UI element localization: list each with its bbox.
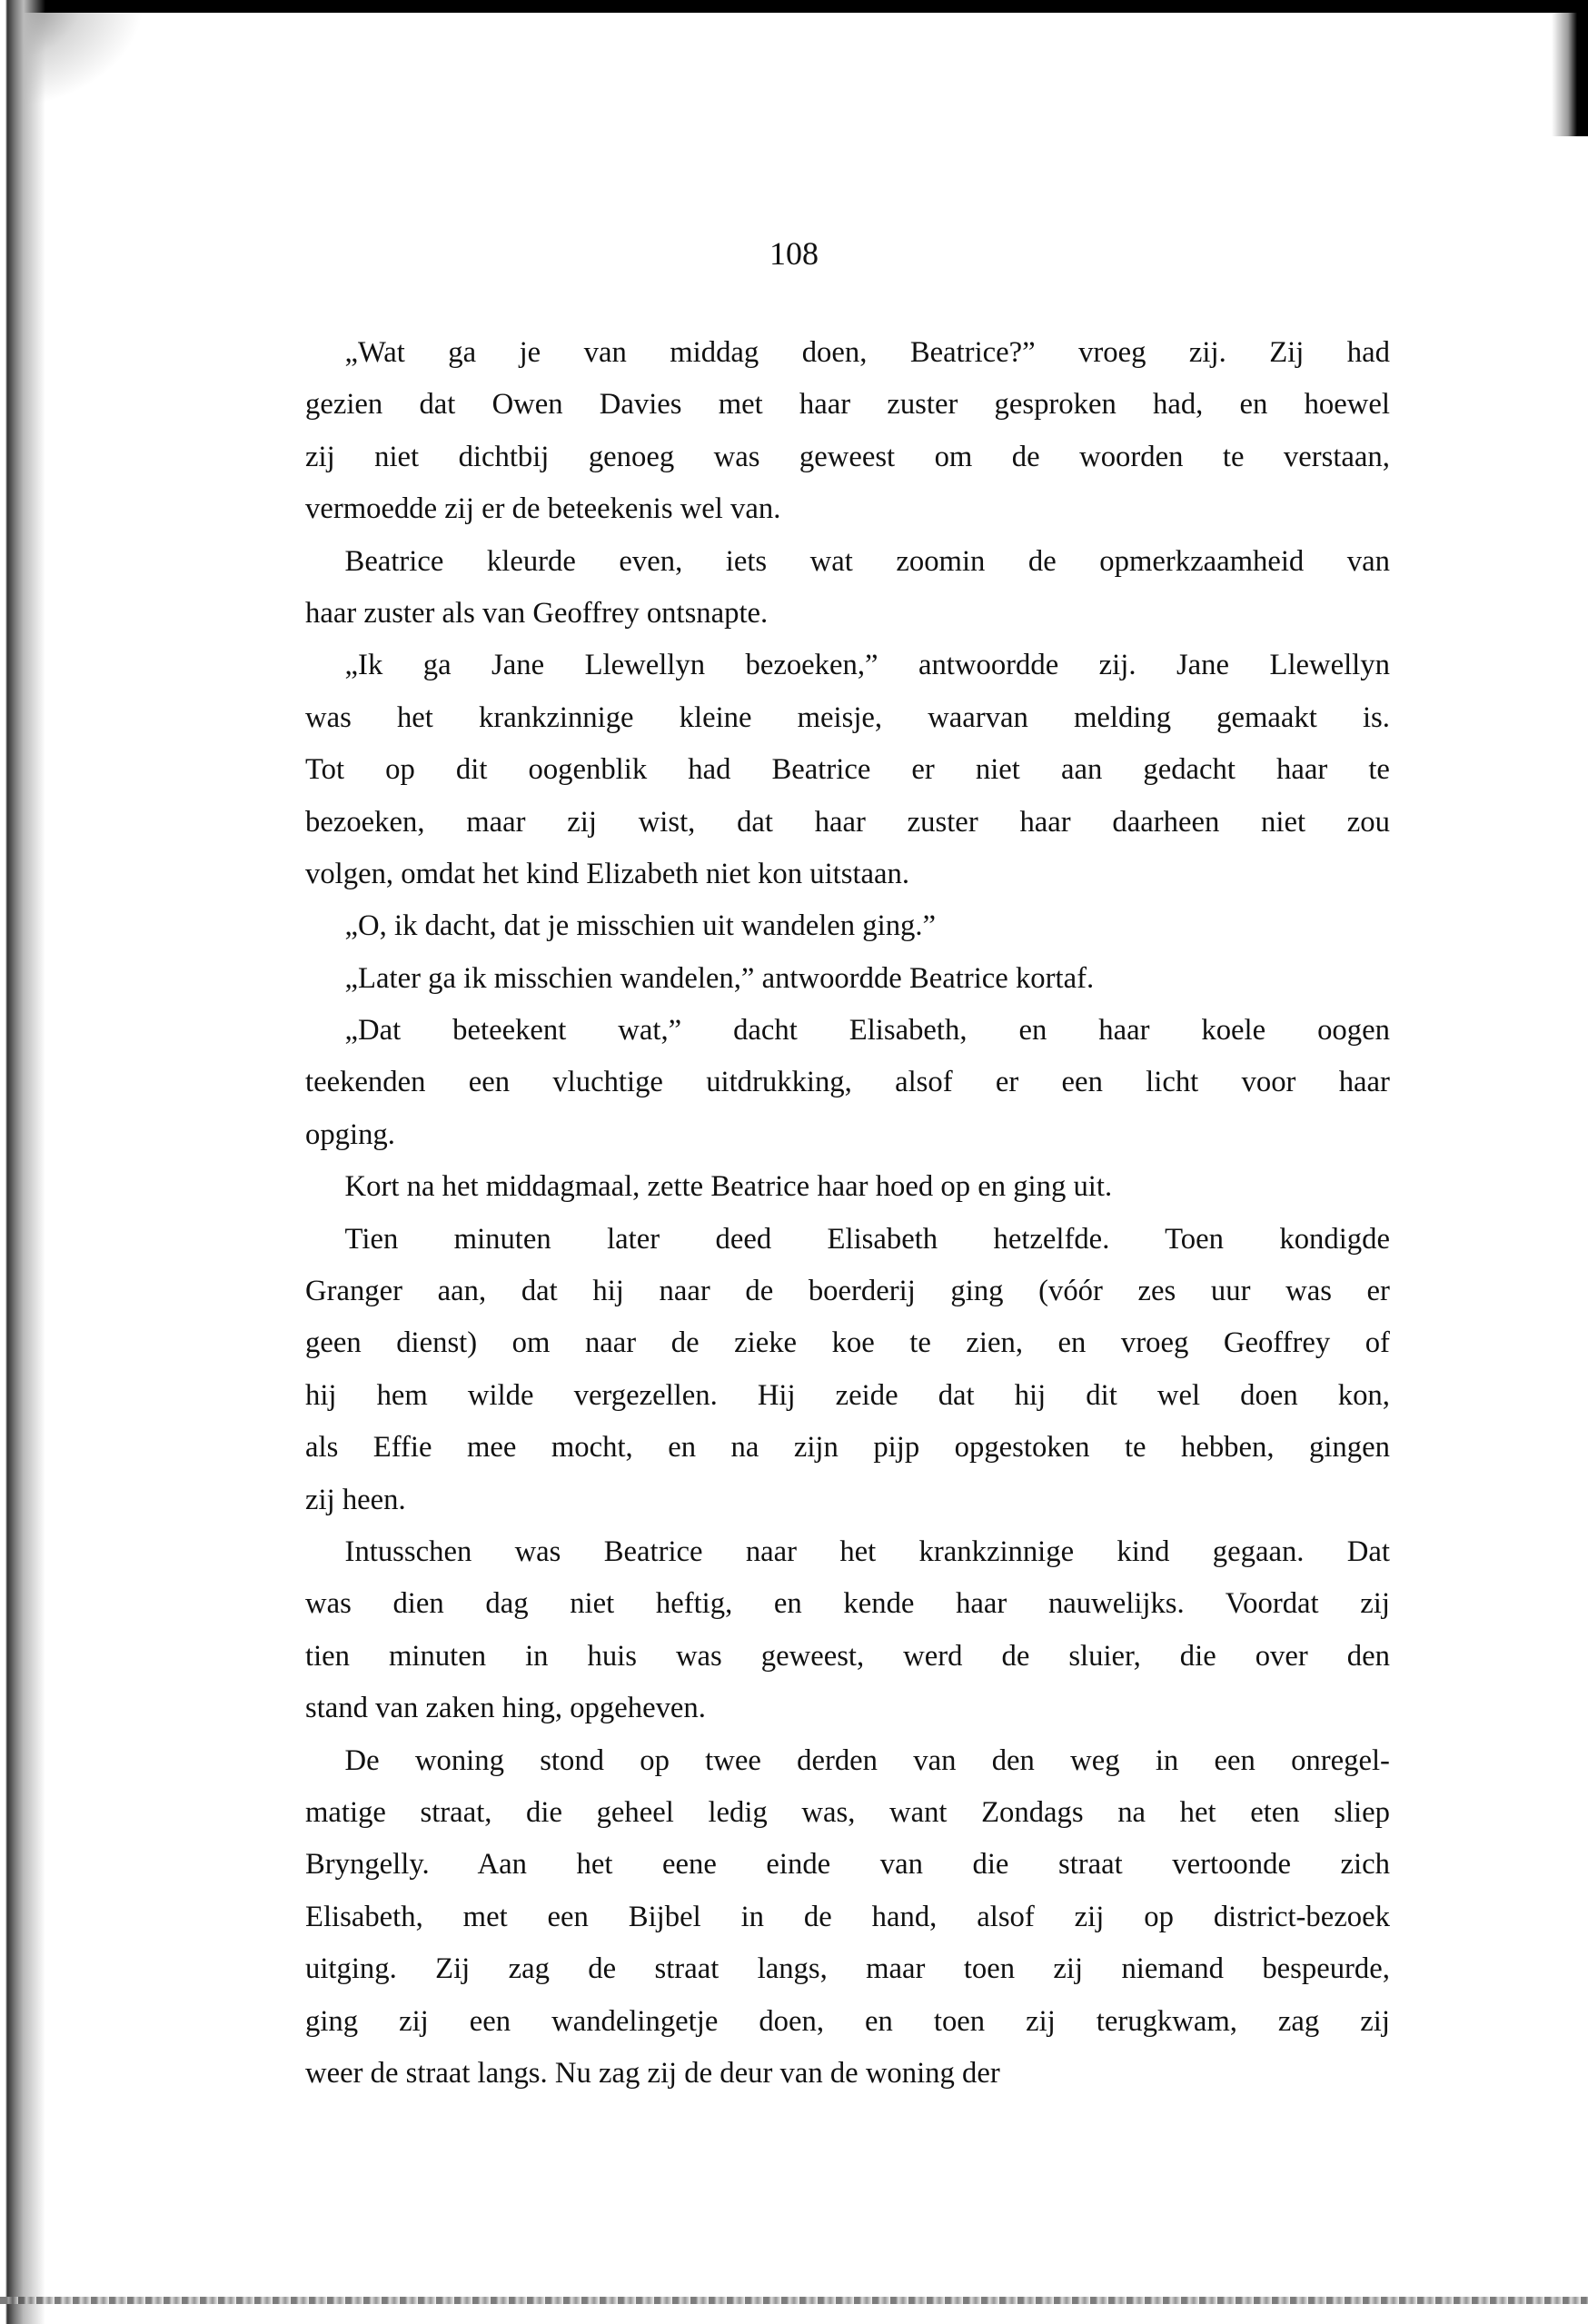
text-line: was dien dag niet heftig, en kende haar nauwelijks. Voordat zij: [305, 1587, 1390, 1621]
scan-top-right-shadow: [1552, 0, 1588, 136]
text-line: hij hem wilde vergezellen. Hij zeide dat hij dit wel doen kon,: [305, 1378, 1390, 1412]
scan-top-edge: [0, 0, 1588, 13]
text-line: Kort na het middagmaal, zette Beatrice haar hoed op en ging uit.: [344, 1170, 1113, 1204]
text-line: ging zij een wandelingetje doen, en toen zij terugkwam, zag zij: [305, 2004, 1390, 2038]
text-line: stand van zaken hing, opgeheven.: [305, 1692, 706, 1725]
text-line: De woning stond op twee derden van den weg in een onregel-: [344, 1743, 1390, 1777]
text-line: gezien dat Owen Davies met haar zuster gesproken had, en hoewel: [305, 388, 1390, 422]
text-line: matige straat, die geheel ledig was, want Zondags na het eten sliep: [305, 1795, 1390, 1829]
scan-binding-edge: [0, 0, 55, 2324]
paragraph: [305, 953, 1401, 1005]
paragraph: [305, 640, 1401, 900]
text-line: was het krankzinnige kleine meisje, waarvan melding gemaakt is.: [305, 700, 1390, 734]
text-line: Tien minuten later deed Elisabeth hetzelfde. Toen kondigde: [344, 1222, 1390, 1256]
text-line: haar zuster als van Geoffrey ontsnapte.: [305, 596, 769, 630]
text-line: „O, ik dacht, dat je misschien uit wandelen ging.”: [344, 909, 937, 943]
text-line: „Later ga ik misschien wandelen,” antwoordde Beatrice kortaf.: [344, 961, 1095, 995]
text-line: zij heen.: [305, 1483, 406, 1516]
page-number: 108: [769, 235, 819, 272]
paragraph: [305, 1735, 1401, 2101]
text-line: Granger aan, dat hij naar de boerderij ging (vóór zes uur was er: [305, 1275, 1390, 1308]
text-line: als Effie mee mocht, en na zijn pijp opgestoken te hebben, gingen: [305, 1431, 1390, 1465]
text-line: weer de straat langs. Nu zag zij de deur van de woning der: [305, 2056, 1000, 2090]
text-line: geen dienst) om naar de zieke koe te zien, en vroeg Geoffrey of: [305, 1326, 1390, 1360]
text-line: uitging. Zij zag de straat langs, maar toen zij niemand bespeurde,: [305, 1952, 1390, 1986]
text-line: tien minuten in huis was geweest, werd de sluier, die over den: [305, 1639, 1390, 1673]
paragraph: [305, 327, 1401, 536]
paragraph: [305, 1214, 1401, 1526]
text-line: „Ik ga Jane Llewellyn bezoeken,” antwoordde zij. Jane Llewellyn: [344, 649, 1390, 682]
text-line: Elisabeth, met een Bijbel in de hand, alsof zij op district-bezoek: [305, 1900, 1390, 1933]
text-line: volgen, omdat het kind Elizabeth niet kon uitstaan.: [305, 857, 910, 890]
paragraph: [305, 1161, 1401, 1213]
body-text: [305, 327, 1401, 2100]
paragraph: [305, 1005, 1401, 1161]
text-line: bezoeken, maar zij wist, dat haar zuster haar daarheen niet zou: [305, 805, 1390, 839]
scan-bottom-edge: [0, 2297, 1588, 2304]
text-line: Beatrice kleurde even, iets wat zoomin de opmerkzaamheid van: [344, 544, 1390, 578]
text-line: Bryngelly. Aan het eene einde van die straat vertoonde zich: [305, 1848, 1390, 1882]
text-line: zij niet dichtbij genoeg was geweest om de woorden te verstaan,: [305, 440, 1390, 473]
paragraph: [305, 1526, 1401, 1735]
text-line: vermoedde zij er de beteekenis wel van.: [305, 492, 781, 526]
text-line: „Wat ga je van middag doen, Beatrice?” vroeg zij. Zij had: [344, 336, 1390, 369]
text-line: „Dat beteekent wat,” dacht Elisabeth, en haar koele oogen: [344, 1014, 1390, 1048]
paragraph: [305, 900, 1401, 952]
paragraph: [305, 536, 1401, 641]
text-line: Tot op dit oogenblik had Beatrice er niet aan gedacht haar te: [305, 753, 1390, 787]
text-line: teekenden een vluchtige uitdrukking, alsof er een licht voor haar: [305, 1066, 1390, 1099]
text-line: opging.: [305, 1117, 395, 1151]
text-line: Intusschen was Beatrice naar het krankzinnige kind gegaan. Dat: [344, 1534, 1390, 1568]
